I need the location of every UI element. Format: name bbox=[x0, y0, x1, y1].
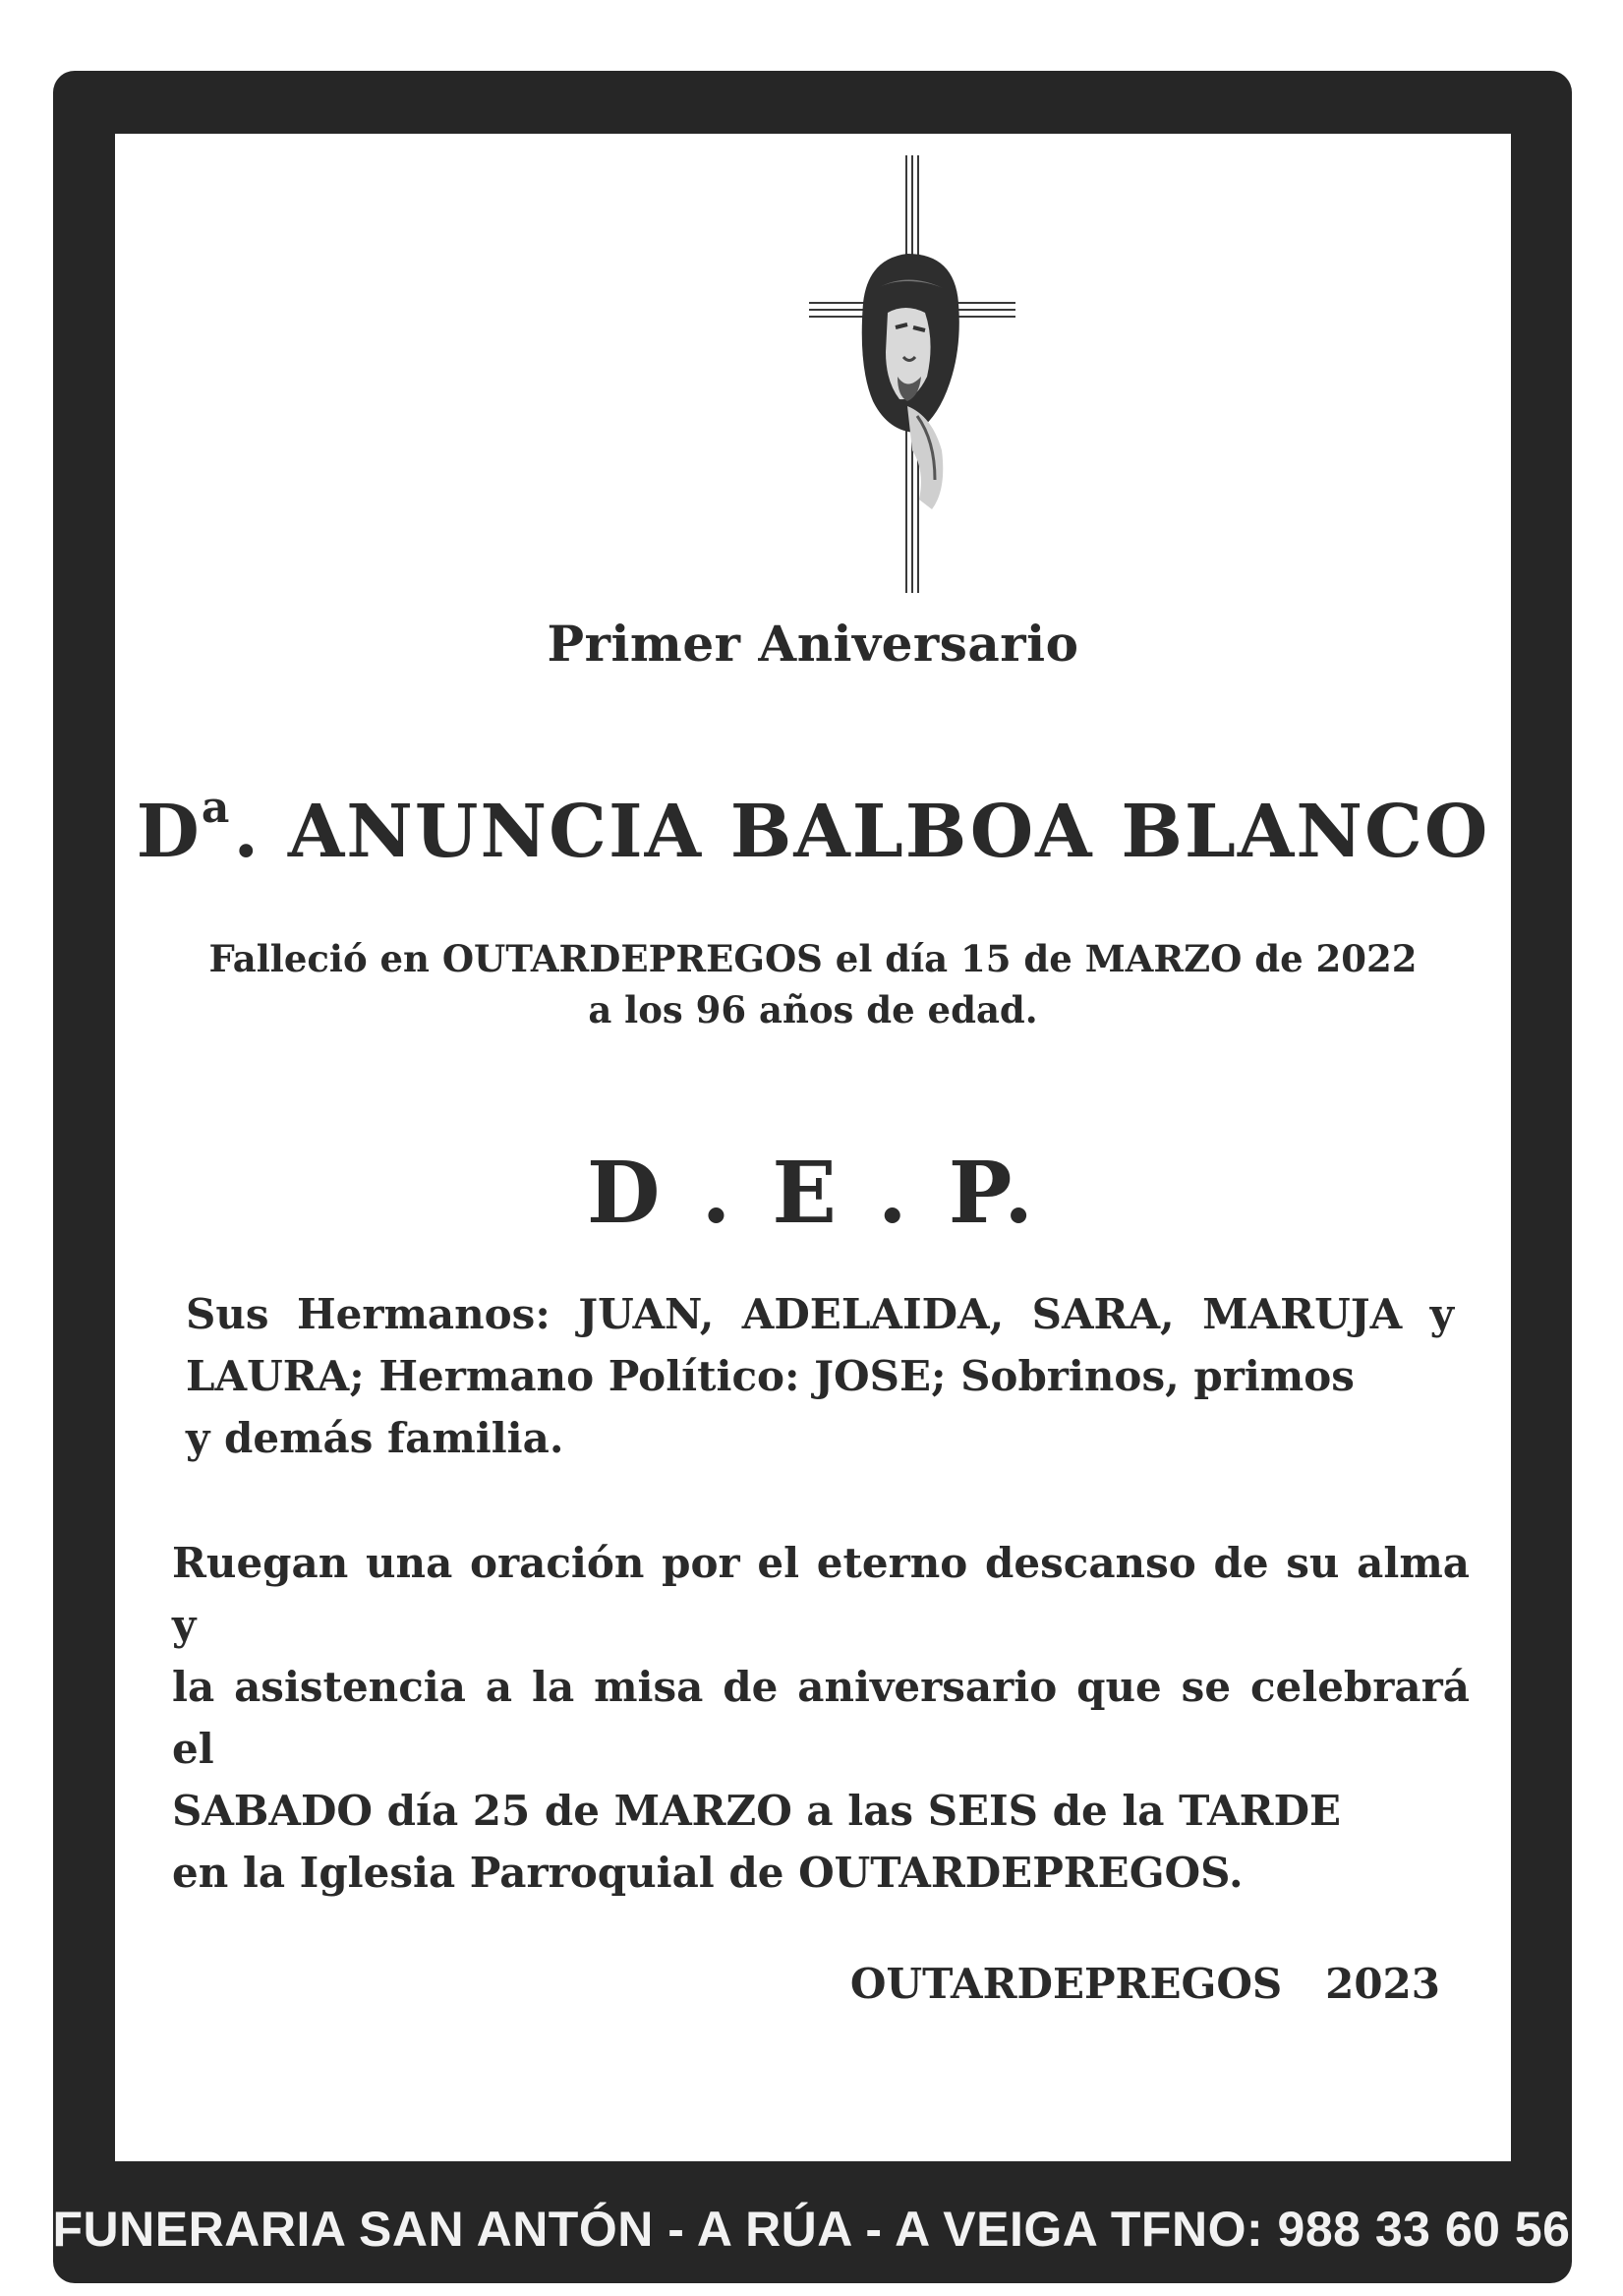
notice-paper bbox=[115, 134, 1511, 2161]
prayer-line: SABADO día 25 de MARZO a las SEIS de la TARDE bbox=[172, 1787, 1342, 1835]
anniversary-heading: Primer Aniversario bbox=[547, 615, 1079, 673]
family-line: Sus Hermanos: JUAN, ADELAIDA, SARA, MARUJA y bbox=[186, 1290, 1454, 1338]
prayer-line: la asistencia a la misa de aniversario que se celebrará el bbox=[172, 1663, 1470, 1773]
deceased-name bbox=[115, 783, 1511, 874]
name-rest: . ANUNCIA BALBOA BLANCO bbox=[233, 790, 1490, 875]
prayer-line: en la Iglesia Parroquial de OUTARDEPREGOS. bbox=[172, 1849, 1244, 1897]
place-and-year: OUTARDEPREGOS 2023 bbox=[849, 1960, 1440, 2008]
dep-title: D . E . P. bbox=[586, 1144, 1040, 1243]
family-block bbox=[186, 1283, 1454, 1469]
death-line-1: Falleció en OUTARDEPREGOS el día 15 de MARZO de 2022 bbox=[208, 937, 1418, 980]
name-prefix: D bbox=[136, 790, 202, 875]
prayer-line: Ruegan una oración por el eterno descanso de su alma y bbox=[172, 1539, 1470, 1649]
funeral-home-footer: FUNERARIA SAN ANTÓN - A RÚA - A VEIGA TFNO: 988 33 60 56 bbox=[52, 2202, 1571, 2257]
death-details bbox=[115, 933, 1511, 1035]
crucifix-icon bbox=[809, 155, 1015, 593]
prayer-block bbox=[172, 1532, 1470, 1904]
name-prefix-ordinal: a bbox=[201, 783, 232, 833]
death-line-2: a los 96 años de edad. bbox=[588, 988, 1038, 1031]
family-line: y demás familia. bbox=[186, 1414, 564, 1462]
family-line: LAURA; Hermano Político: JOSE; Sobrinos, primos bbox=[186, 1352, 1355, 1400]
